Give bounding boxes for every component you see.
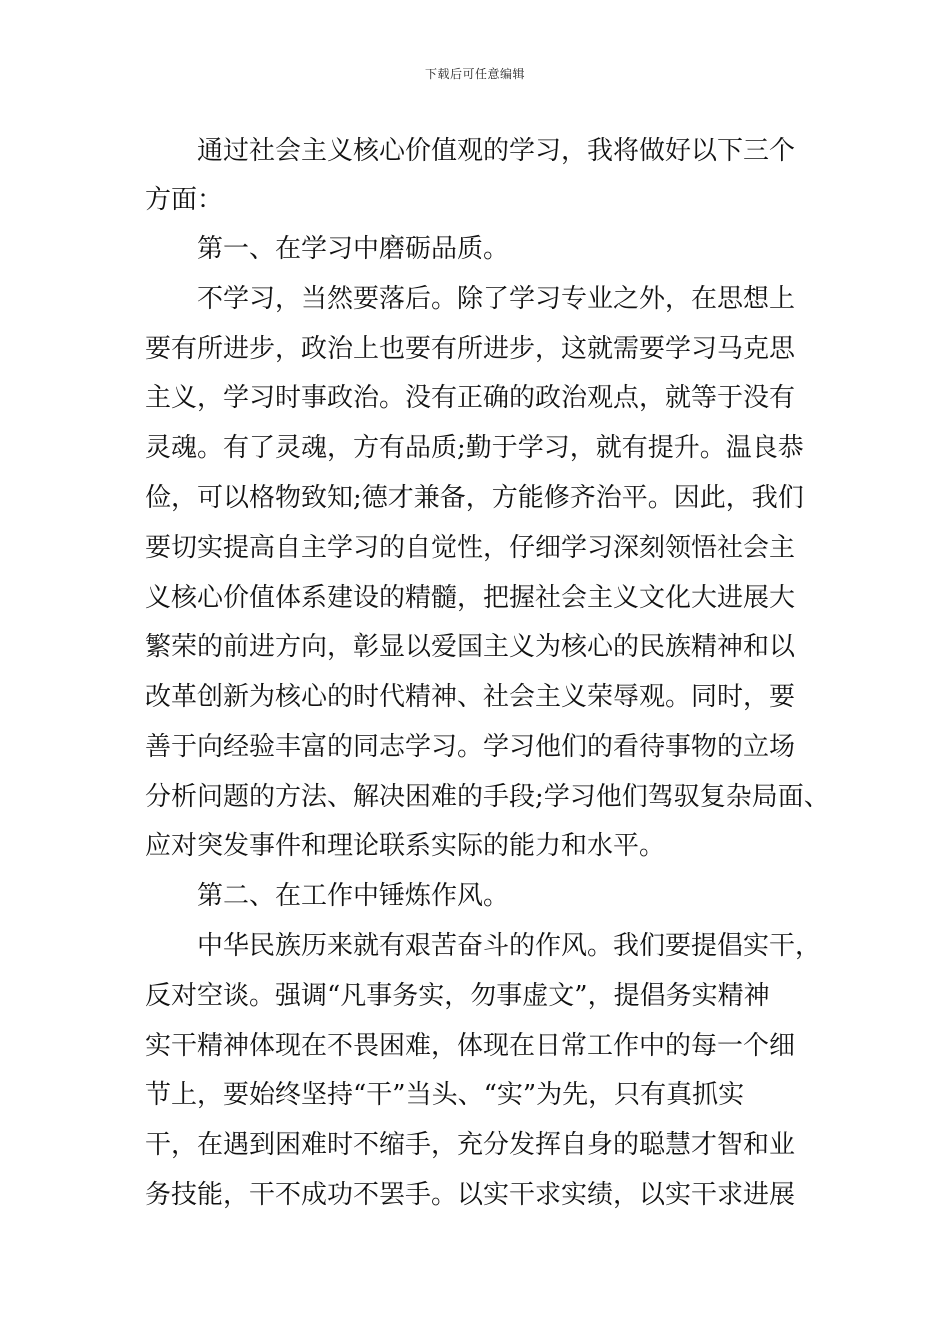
paragraph-line: 务技能，干不成功不罢手。以实干求实绩，以实干求进展 (145, 1180, 796, 1210)
paragraph-line: 实干精神体现在不畏困难，体现在日常工作中的每一个细 (145, 1031, 796, 1061)
paragraph-line: 方面： (145, 185, 224, 215)
paragraph-line: 善于向经验丰富的同志学习。学习他们的看待事物的立场 (145, 732, 796, 762)
paragraph-line: 干，在遇到困难时不缩手，充分发挥自身的聪慧才智和业 (145, 1130, 796, 1160)
paragraph-line: 要有所进步，政治上也要有所进步，这就需要学习马克思 (145, 334, 796, 364)
paragraph-line: 改革创新为核心的时代精神、社会主义荣辱观。同时，要 (145, 682, 796, 712)
paragraph-line: 分析问题的方法、解决困难的手段;学习他们驾驭复杂局面、 (145, 782, 830, 812)
paragraph-line: 通过社会主义核心价值观的学习，我将做好以下三个 (197, 136, 796, 166)
paragraph-line: 应对突发事件和理论联系实际的能力和水平。 (145, 831, 666, 861)
paragraph-line: 俭，可以格物致知;德才兼备，方能修齐治平。因此，我们 (145, 483, 804, 513)
paragraph-line: 义核心价值体系建设的精髓，把握社会主义文化大进展大 (145, 583, 796, 613)
paragraph-line: 要切实提高自主学习的自觉性，仔细学习深刻领悟社会主 (145, 533, 796, 563)
paragraph-line: 反对空谈。强调“凡事务实，勿事虚文”，提倡务实精神 (145, 981, 770, 1011)
section-heading: 第二、在工作中锤炼作风。 (197, 881, 510, 911)
paragraph-line: 中华民族历来就有艰苦奋斗的作风。我们要提倡实干， (197, 931, 822, 961)
paragraph-line: 灵魂。有了灵魂，方有品质;勤于学习，就有提升。温良恭 (145, 433, 804, 463)
paragraph-line: 节上，要始终坚持“干”当头、“实”为先，只有真抓实 (145, 1080, 745, 1110)
paragraph-line: 不学习，当然要落后。除了学习专业之外，在思想上 (197, 284, 796, 314)
section-heading: 第一、在学习中磨砺品质。 (197, 234, 510, 264)
header-note: 下载后可任意编辑 (424, 67, 525, 81)
paragraph-line: 繁荣的前进方向，彰显以爱国主义为核心的民族精神和以 (145, 632, 796, 662)
paragraph-line: 主义，学习时事政治。没有正确的政治观点，就等于没有 (145, 383, 796, 413)
